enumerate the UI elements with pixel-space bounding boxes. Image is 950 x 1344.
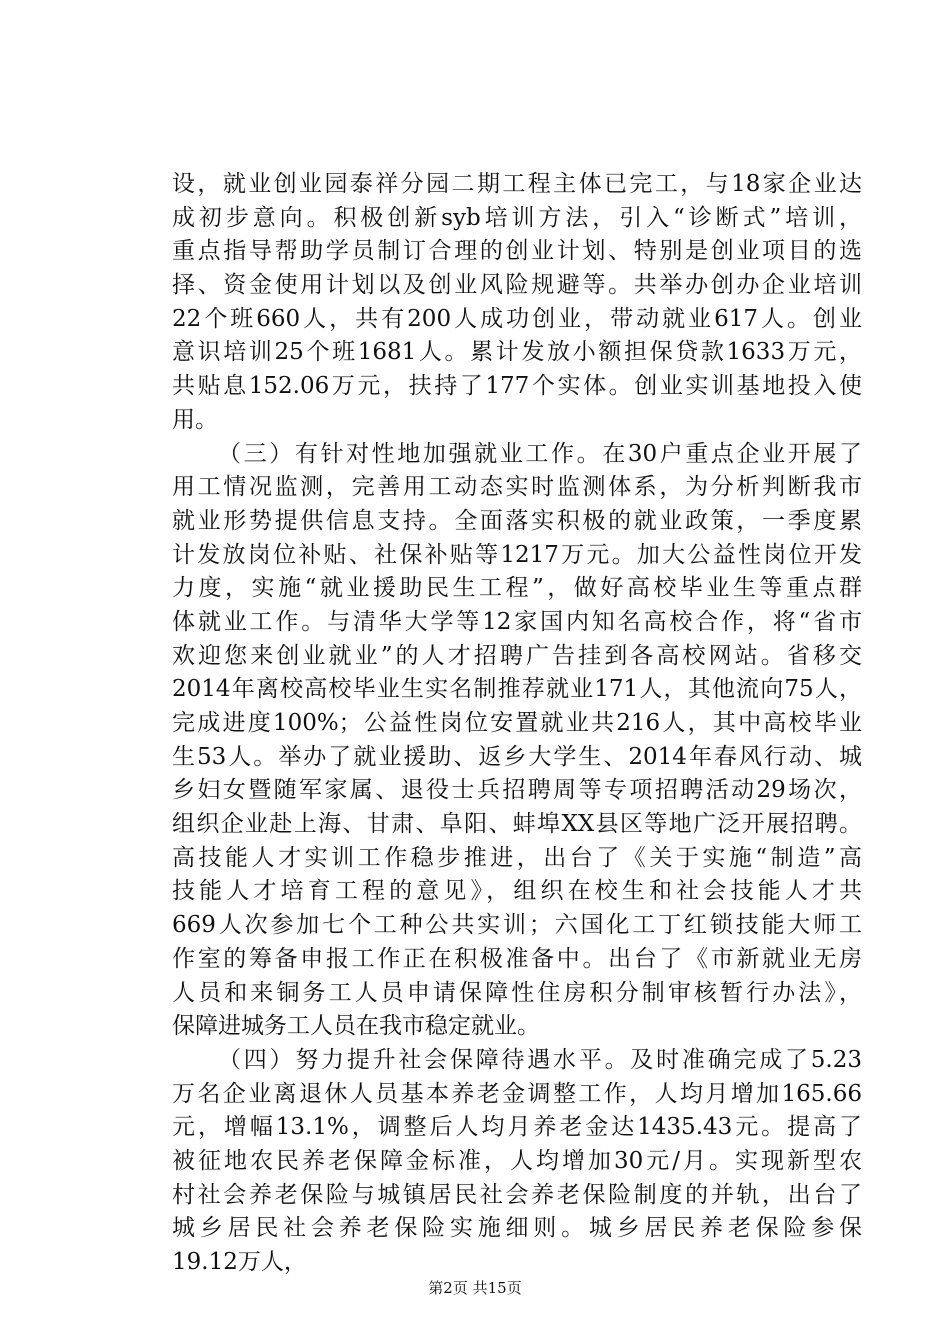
text-line: 万名企业离退休人员基本养老金调整工作，人均月增加165.66 <box>172 1080 862 1107</box>
text-line: 元，增幅13.1%，调整后人均月养老金达1435.43元。提高了 <box>172 1114 862 1141</box>
text-line: 计发放岗位补贴、社保补贴等1217万元。加大公益性岗位开发 <box>172 541 862 568</box>
paragraph-social-security <box>172 1044 862 1280</box>
text-line: 完成进度100%；公益性岗位安置就业共216人，其中高校毕业 <box>172 710 862 736</box>
text-line: 高技能人才实训工作稳步推进，出台了《关于实施“制造”高 <box>172 844 862 871</box>
text-line: 保障进城务工人员在我市稳定就业。 <box>172 1013 540 1040</box>
text-line: 19.12万人， <box>172 1249 307 1275</box>
text-line: 村社会养老保险与城镇居民社会养老保险制度的并轨，出台了 <box>172 1181 862 1208</box>
text-line: 被征地农民养老保障金标准，人均增加30元/月。实现新型农 <box>172 1147 862 1174</box>
text-line: 组织企业赴上海、甘肃、阜阳、蚌埠XX县区等地广泛开展招聘。 <box>172 811 862 838</box>
text-line: 生53人。举办了就业援助、返乡大学生、2014年春风行动、城 <box>172 743 862 770</box>
text-line: 欢迎您来创业就业”的人才招聘广告挂到各高校网站。省移交 <box>172 642 862 669</box>
text-line: 就业形势提供信息支持。全面落实积极的就业政策，一季度累 <box>172 507 862 534</box>
text-line: 技能人才培育工程的意见》，组织在校生和社会技能人才共 <box>172 878 862 905</box>
text-line: 设，就业创业园泰祥分园二期工程主体已完工，与18家企业达 <box>172 171 862 197</box>
text-line: 乡妇女暨随军家属、退役士兵招聘周等专项招聘活动29场次， <box>172 777 862 804</box>
text-line: 力度，实施“就业援助民生工程”，做好高校毕业生等重点群 <box>172 575 862 602</box>
text-line: 重点指导帮助学员制订合理的创业计划、特别是创业项目的选 <box>172 238 862 265</box>
paragraph-employment-work <box>172 438 862 1044</box>
text-line: 城乡居民社会养老保险实施细则。城乡居民养老保险参保 <box>172 1215 862 1242</box>
text-line: 意识培训25个班1681人。累计发放小额担保贷款1633万元， <box>172 339 862 366</box>
text-line: 用工情况监测，完善用工动态实时监测体系，为分析判断我市 <box>172 474 862 501</box>
text-line: 成初步意向。积极创新syb培训方法，引入“诊断式”培训， <box>172 204 862 231</box>
text-line: 共贴息152.06万元，扶持了177个实体。创业实训基地投入使 <box>172 373 862 400</box>
text-line: 2014年离校高校毕业生实名制推荐就业171人，其他流向75人， <box>172 676 862 703</box>
section-heading-line: （四）努力提升社会保障待遇水平。及时准确完成了5.23 <box>218 1046 862 1073</box>
text-line: 作室的筹备申报工作正在积极准备中。出台了《市新就业无房 <box>172 945 862 972</box>
paragraph-entrepreneurship <box>172 168 862 438</box>
text-line: 择、资金使用计划以及创业风险规避等。共举办创办企业培训 <box>172 272 862 299</box>
text-line: 669人次参加七个工种公共实训；六国化工丁红锁技能大师工 <box>172 912 862 939</box>
text-line: 人员和来铜务工人员申请保障性住房积分制审核暂行办法》， <box>172 979 862 1006</box>
document-body <box>172 168 862 1280</box>
section-heading-line: （三）有针对性地加强就业工作。在30户重点企业开展了 <box>218 440 862 467</box>
text-line: 用。 <box>172 406 218 433</box>
text-line: 22个班660人，共有200人成功创业，带动就业617人。创业 <box>172 305 862 332</box>
page-number-footer: 第2页 共15页 <box>428 1279 522 1297</box>
text-line: 体就业工作。与清华大学等12家国内知名高校合作，将“省市 <box>172 608 862 635</box>
